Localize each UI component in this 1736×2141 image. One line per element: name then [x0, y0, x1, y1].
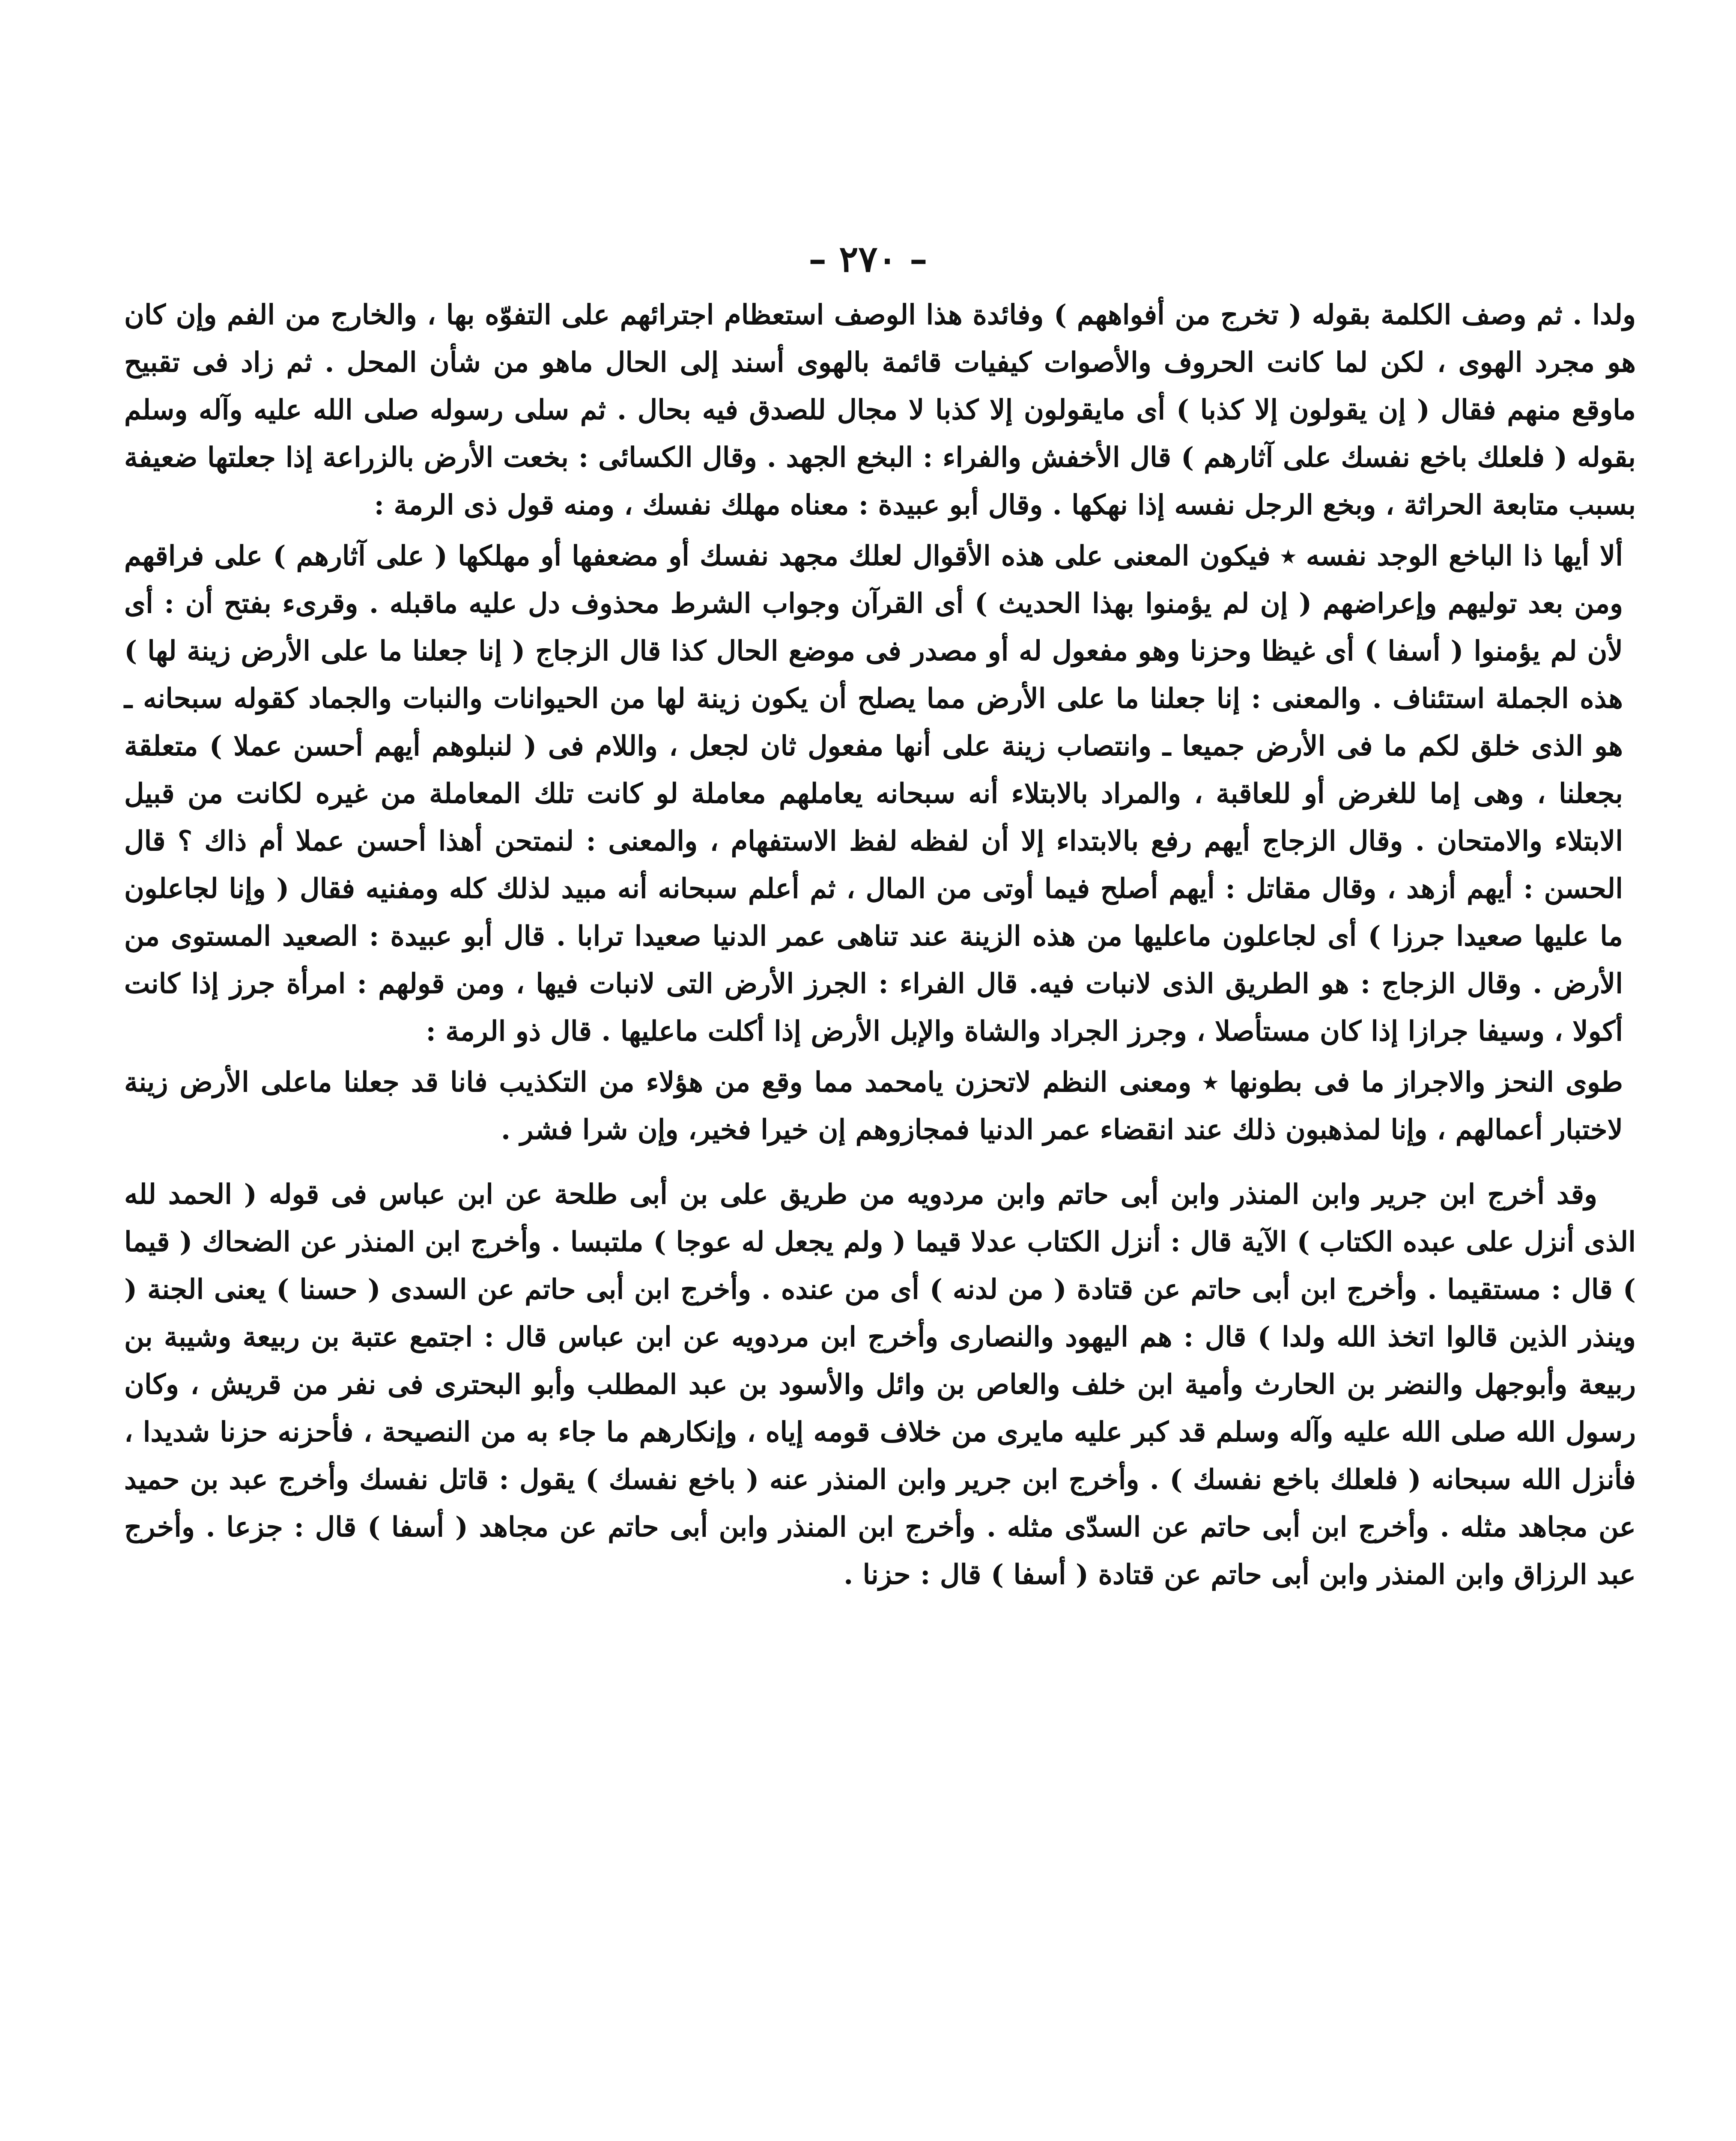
- paragraph-narrations: وقد أخرج ابن جرير وابن المنذر وابن أبى حاتم وابن مردويه من طريق على بن أبى طلحة عن ابن عباس فى قوله ( الحمد لله الذى أنزل على عبده الكتاب ) الآية قال : أنزل الكتاب عدلا قيما ( ولم يجعل له عوجا ) ملتبسا . وأخرج ابن المنذر عن الضحاك ( قيما ) قال : مستقيما . وأخرج ابن أبى حاتم عن قتادة ( من لدنه ) أى من عنده . وأخرج ابن أبى حاتم عن السدى ( حسنا ) يعنى الجنة ( وينذر الذين قالوا اتخذ الله ولدا ) قال : هم اليهود والنصارى وأخرج ابن مردويه عن ابن عباس قال : اجتمع عتبة بن ربيعة وشيبة بن ربيعة وأبوجهل والنضر بن الحارث وأمية ابن خلف والعاص بن وائل والأسود بن عبد المطلب وأبو البحترى فى نفر من قريش ، وكان رسول الله صلى الله عليه وآله وسلم قد كبر عليه مايرى من خلاف قومه إياه ، وإنكارهم ما جاء به من النصيحة ، فأحزنه حزنا شديدا ، فأنزل الله سبحانه ( فلعلك باخع نفسك ) . وأخرج ابن جرير وابن المنذر عنه ( باخع نفسك ) يقول : قاتل نفسك وأخرج عبد بن حميد عن مجاهد مثله . وأخرج ابن أبى حاتم عن السدّى مثله . وأخرج ابن المنذر وابن أبى حاتم عن مجاهد ( أسفا ) قال : جزعا . وأخرج عبد الرزاق وابن المنذر وابن أبى حاتم عن قتادة ( أسفا ) قال : حزنا .: [124, 1178, 1636, 1591]
- paragraph-commentary-1: ولدا . ثم وصف الكلمة بقوله ( تخرج من أفواههم ) وفائدة هذا الوصف استعظام اجترائهم على التفوّه بها ، والخارج من الفم وإن كان هو مجرد الهوى ، لكن لما كانت الحروف والأصوات كيفيات قائمة بالهوى أسند إلى الحال ماهو من شأن المحل . ثم زاد فى تقبيح ماوقع منهم فقال ( إن يقولون إلا كذبا ) أى مايقولون إلا كذبا لا مجال للصدق فيه بحال . ثم سلى رسوله صلى الله عليه وآله وسلم بقوله ( فلعلك باخع نفسك على آثارهم ) قال الأخفش والفراء : البخع الجهد . وقال الكسائى : بخعت الأرض بالزراعة إذا جعلتها ضعيفة بسبب متابعة الحراثة ، وبخع الرجل نفسه إذا نهكها . وقال أبو عبيدة : معناه مهلك نفسك ، ومنه قول ذى الرمة :: [124, 299, 1636, 521]
- paragraph-commentary-3: طوى النحز والاجراز ما فى بطونها ٭ ومعنى النظم لاتحزن يامحمد مما وقع من هؤلاء من التكذيب فانا قد جعلنا ماعلى الأرض زينة لاختبار أعمالهم ، وإنا لمذهبون ذلك عند انقضاء عمر الدنيا فمجازوهم إن خيرا فخير، وإن شرا فشر .: [124, 1066, 1623, 1146]
- page-number: – ٢٧٠ –: [808, 238, 928, 280]
- paragraph-commentary-2: ألا أيها ذا الباخع الوجد نفسه ٭ فيكون المعنى على هذه الأقوال لعلك مجهد نفسك أو مضعفها أو مهلكها ( على آثارهم ) على فراقهم ومن بعد توليهم وإعراضهم ( إن لم يؤمنوا بهذا الحديث ) أى القرآن وجواب الشرط محذوف دل عليه ماقبله . وقرىء بفتح أن : أى لأن لم يؤمنوا ( أسفا ) أى غيظا وحزنا وهو مفعول له أو مصدر فى موضع الحال كذا قال الزجاج ( إنا جعلنا ما على الأرض زينة لها ) هذه الجملة استئناف . والمعنى : إنا جعلنا ما على الأرض مما يصلح أن يكون زينة لها من الحيوانات والنبات والجماد كقوله سبحانه ـ هو الذى خلق لكم ما فى الأرض جميعا ـ وانتصاب زينة على أنها مفعول ثان لجعل ، واللام فى ( لنبلوهم أيهم أحسن عملا ) متعلقة بجعلنا ، وهى إما للغرض أو للعاقبة ، والمراد بالابتلاء أنه سبحانه يعاملهم معاملة لو كانت تلك المعاملة من غيره لكانت من قبيل الابتلاء والامتحان . وقال الزجاج أيهم رفع بالابتداء إلا أن لفظه لفظ الاستفهام ، والمعنى : لنمتحن أهذا أحسن عملا أم ذاك ؟ قال الحسن : أيهم أزهد ، وقال مقاتل : أيهم أصلح فيما أوتى من المال ، ثم أعلم سبحانه أنه مبيد لذلك كله ومفنيه فقال ( وإنا لجاعلون ما عليها صعيدا جرزا ) أى لجاعلون ماعليها من هذه الزينة عند تناهى عمر الدنيا صعيدا ترابا . قال أبو عبيدة : الصعيد المستوى من الأرض . وقال الزجاج : هو الطريق الذى لانبات فيه. قال الفراء : الجرز الأرض التى لانبات فيها ، ومن قولهم : امرأة جرز إذا كانت أكولا ، وسيفا جرازا إذا كان مستأصلا ، وجرز الجراد والشاة والإبل الأرض إذا أكلت ماعليها . قال ذو الرمة :: [124, 540, 1623, 1047]
- body-text: [124, 291, 1636, 1602]
